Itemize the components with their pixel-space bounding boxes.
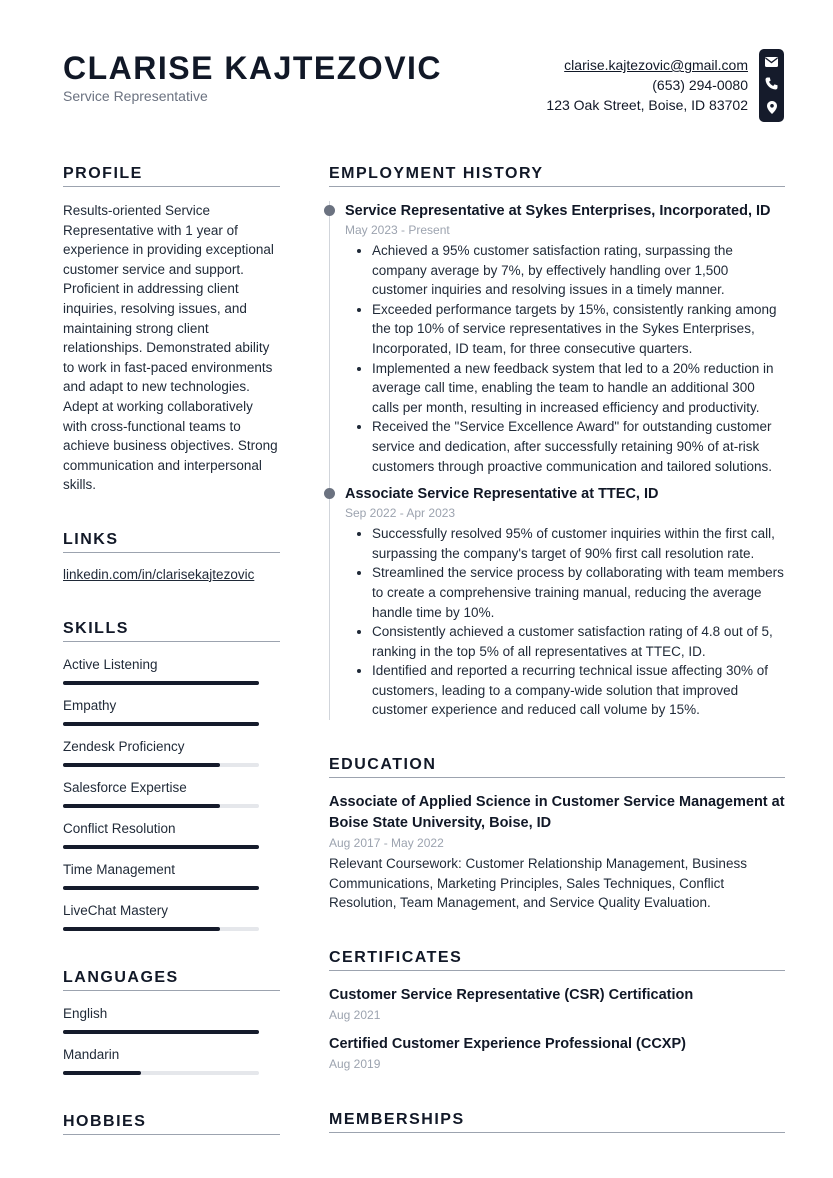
skill-item [63, 861, 280, 890]
linkedin-link[interactable]: linkedin.com/in/clarisekajtezovic [63, 566, 255, 582]
job-title: Service Representative [63, 88, 208, 104]
memberships-section [329, 1111, 785, 1133]
employment-heading: EMPLOYMENT HISTORY [329, 165, 785, 187]
phone-icon [765, 77, 778, 90]
skill-level-fill [63, 886, 259, 890]
skill-item [63, 656, 280, 685]
skill-level-fill [63, 845, 259, 849]
skill-name: Empathy [63, 697, 117, 713]
job-bullet: • Received the "Service Excellence Award" for outstanding customer service and dedication, after successfully retaining 90% of at-risk customers through proactive communication and tailored solutions. [372, 417, 785, 476]
job-bullet: • Exceeded performance targets by 15%, consistently ranking among the top 10% of service representatives in the Sykes Enterprises, Incorporated, ID team, for three consecutive quarters. [372, 300, 785, 359]
education-dates: Aug 2017 - May 2022 [329, 836, 444, 851]
education-description: Relevant Coursework: Customer Relationship Management, Business Communications, Marketing Principles, Sales Techniques, Conflict Resolution, Team Management, and Service Quality Evaluation. [329, 856, 747, 911]
job-entry [345, 201, 785, 476]
employment-timeline [329, 201, 785, 720]
job-bullet: • Implemented a new feedback system that led to a 20% reduction in average call time, enabling the team to handle an additional 300 calls per month, resulting in increased efficiency and productivity. [372, 359, 785, 418]
profile-text: Results-oriented Service Representative with 1 year of experience in providing exceptional customer service and support. Proficient in addressing client inquiries, resolving issues, and maintaining strong client relationships. Demonstrated ability to work in fast-paced environments and adapt to new technologies. Adept at working collaboratively with cross-functional teams to achieve business objectives. Strong communication and interpersonal skills. [63, 203, 278, 493]
email-link[interactable]: clarise.kajtezovic@gmail.com [564, 57, 748, 73]
job-bullet: • Streamlined the service process by collaborating with team members to create a comprehensive training manual, reducing the average handle time by 10%. [372, 563, 785, 622]
right-column [329, 165, 785, 1147]
skill-level-fill [63, 804, 220, 808]
job-bullets [345, 524, 785, 720]
skill-level-fill [63, 763, 220, 767]
job-bullet: • Achieved a 95% customer satisfaction rating, surpassing the company average by 7%, by effectively handling over 1,500 customer inquiries and resolving issues in a timely manner. [372, 241, 785, 300]
address: 123 Oak Street, Boise, ID 83702 [546, 97, 748, 113]
job-dates: May 2023 - Present [345, 223, 450, 237]
skill-item [63, 697, 280, 726]
certificate-date: Aug 2021 [329, 1007, 381, 1022]
certificates-section [329, 949, 785, 1073]
certificate-item [329, 1034, 785, 1073]
skill-item [63, 820, 280, 849]
hobbies-heading: HOBBIES [63, 1113, 280, 1135]
certificate-title: Certified Customer Experience Professional (CCXP) [329, 1035, 686, 1052]
language-item [63, 1046, 280, 1075]
skill-level-bar [63, 722, 259, 726]
timeline-dot [324, 488, 335, 499]
education-title: Associate of Applied Science in Customer Service Management at Boise State University, Boise, ID [329, 794, 785, 832]
job-entry [345, 484, 785, 720]
skill-name: Conflict Resolution [63, 820, 176, 836]
phone-number: (653) 294-0080 [652, 77, 748, 93]
left-column [63, 165, 280, 1149]
languages-list [63, 1005, 280, 1075]
skill-level-fill [63, 722, 259, 726]
certificate-date: Aug 2019 [329, 1056, 381, 1071]
profile-heading: PROFILE [63, 165, 280, 187]
certificate-item [329, 985, 785, 1024]
candidate-name: CLARISE KAJTEZOVIC [63, 50, 443, 86]
contact-icon-bar [759, 49, 784, 122]
job-bullets [345, 241, 785, 476]
skill-item [63, 779, 280, 808]
links-heading: LINKS [63, 531, 280, 553]
job-title: Associate Service Representative at TTEC, ID [345, 486, 659, 503]
language-level-fill [63, 1030, 259, 1034]
job-title: Service Representative at Sykes Enterprises, Incorporated, ID [345, 203, 771, 219]
timeline-dot [324, 205, 335, 216]
skill-name: Active Listening [63, 656, 158, 672]
skill-level-fill [63, 927, 220, 931]
languages-heading: LANGUAGES [63, 969, 280, 991]
map-marker-icon [767, 101, 777, 114]
skill-level-bar [63, 804, 259, 808]
language-level-bar [63, 1071, 259, 1075]
skill-item [63, 738, 280, 767]
skill-level-bar [63, 927, 259, 931]
language-item [63, 1005, 280, 1034]
skill-item [63, 902, 280, 931]
skill-name: Salesforce Expertise [63, 779, 187, 795]
skill-level-bar [63, 763, 259, 767]
skill-level-bar [63, 845, 259, 849]
skill-level-bar [63, 681, 259, 685]
certificate-title: Customer Service Representative (CSR) Certification [329, 986, 694, 1003]
job-dates: Sep 2022 - Apr 2023 [345, 506, 456, 521]
language-level-bar [63, 1030, 259, 1034]
skill-name: Time Management [63, 861, 176, 877]
memberships-heading: MEMBERSHIPS [329, 1111, 785, 1133]
skill-level-fill [63, 681, 259, 685]
education-section [329, 756, 785, 913]
skill-level-bar [63, 886, 259, 890]
job-bullet: • Identified and reported a recurring technical issue affecting 30% of customers, leading to a company-wide solution that improved customer experience and reduced call volume by 15%. [372, 661, 785, 720]
contact-info [546, 55, 748, 115]
skill-name: Zendesk Proficiency [63, 738, 185, 754]
job-bullet: • Successfully resolved 95% of customer inquiries within the first call, surpassing the company's target of 90% first call resolution rate. [372, 524, 785, 563]
language-name: Mandarin [63, 1046, 120, 1062]
skills-heading: SKILLS [63, 620, 280, 642]
envelope-icon [765, 57, 778, 67]
skills-list [63, 656, 280, 931]
job-bullet: • Consistently achieved a customer satisfaction rating of 4.8 out of 5, ranking in the top 5% of all representatives at TTEC, ID. [372, 622, 785, 661]
education-heading: EDUCATION [329, 756, 785, 778]
skill-name: LiveChat Mastery [63, 902, 169, 918]
certificates-heading: CERTIFICATES [329, 949, 785, 971]
language-name: English [63, 1005, 108, 1021]
language-level-fill [63, 1071, 141, 1075]
